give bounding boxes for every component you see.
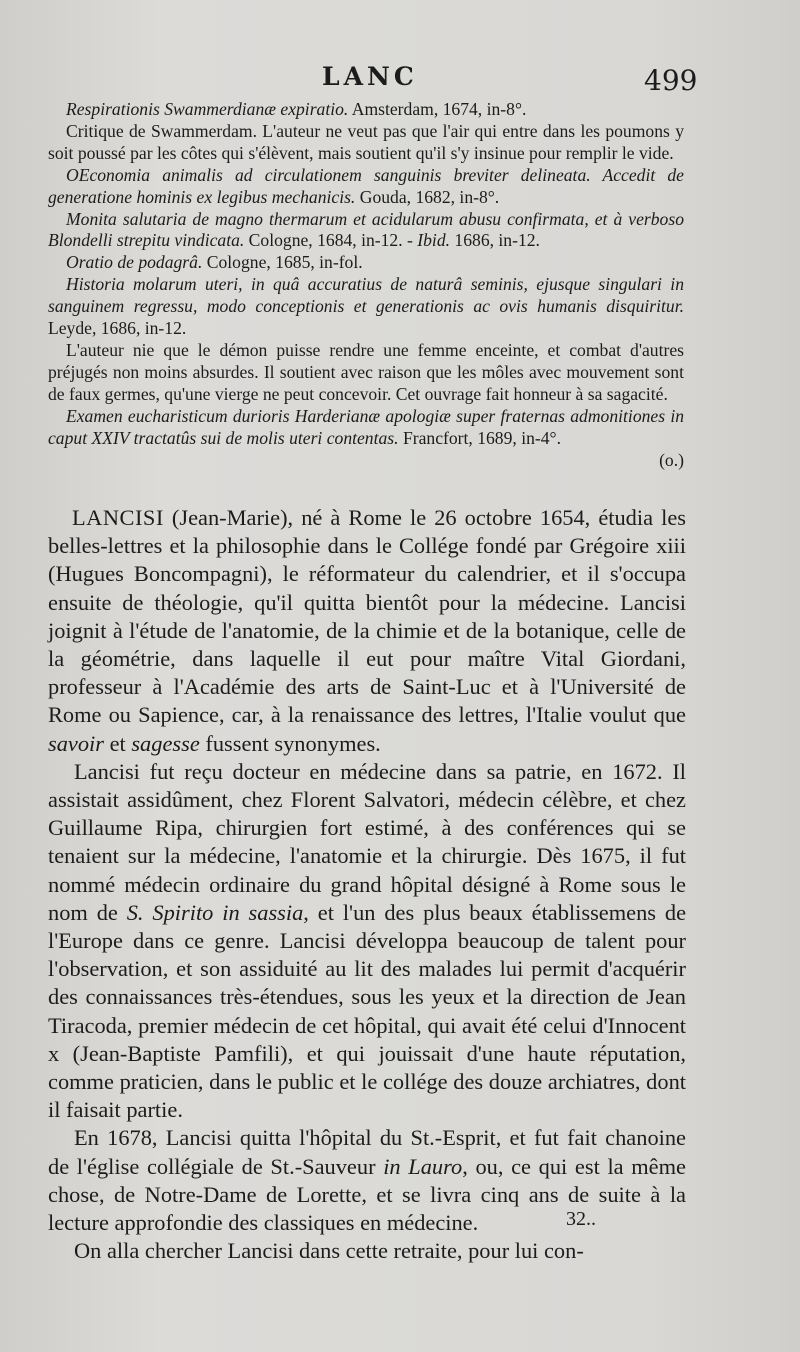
bib-note: L'auteur nie que le démon puisse rendre une femme enceinte, et combat d'autres préjugés non moins absurdes. Il soutient avec raison que les môles avec mouvement sont de faux germes, qu'une vierge ne peut concevoir. Cet ouvrage fait honneur à sa sagacité. xyxy=(48,339,684,404)
entry-headword: LANCISI xyxy=(72,505,164,530)
bib-entry: Monita salutaria de magno thermarum et acidularum abusu confirmata, et à verboso Blondelli strepitu vindicata. Cologne, 1684, in-12. - Ibid. 1686, in-12. xyxy=(48,208,684,251)
bib-entry: Oratio de podagrâ. Cologne, 1685, in-fol. xyxy=(66,252,363,273)
page-header xyxy=(0,62,800,96)
article-paragraph: En 1678, Lancisi quitta l'hôpital du St.-Esprit, et fut fait chanoine de l'église collégiale de St.-Sauveur in Lauro, ou, ce qui est la même chose, de Notre-Dame de Lorette, et se livra cinq ans de suite à la lecture approfondie des classiques en médecine. xyxy=(48,1125,686,1236)
bib-entry: Historia molarum uteri, in quâ accuratius de naturâ seminis, ejusque singulari in sanguinem regressu, modo conceptionis et generationis ac ovis humanis disquiritur. Leyde, 1686, in-12. xyxy=(48,274,684,339)
article-paragraph: LANCISI (Jean-Marie), né à Rome le 26 octobre 1654, étudia les belles-lettres et la philosophie dans le Collége fondé par Grégoire xiii (Hugues Boncompagni), le réformateur du calendrier, et il s'occupa ensuite de théologie, qu'il quitta bientôt pour la médecine. Lancisi joignit à l'étude de l'anatomie, de la chimie et de la botanique, celle de la géométrie, dans laquelle il eut pour maître Vital Giordani, professeur à l'Académie des arts de Saint-Luc et à l'Université de Rome ou Sapience, car, à la renaissance des lettres, l'Italie voulut que savoir et sagesse fussent synonymes. xyxy=(48,505,686,756)
article-paragraph: On alla chercher Lancisi dans cette retraite, pour lui con- xyxy=(74,1238,584,1264)
bib-entry: Respirationis Swammerdianæ expiratio. Amsterdam, 1674, in-8°. xyxy=(66,99,527,119)
signature-mark: 32.. xyxy=(566,1208,596,1230)
author-signature: (o.) xyxy=(659,449,684,470)
bib-note: Critique de Swammerdam. L'auteur ne veut pas que l'air qui entre dans les poumons y soit poussé par les côtes qui s'élèvent, mais soutient qu'il s'y insinue pour remplir le vide. xyxy=(48,120,684,163)
article-paragraph: Lancisi fut reçu docteur en médecine dans sa patrie, en 1672. Il assistait assidûment, chez Florent Salvatori, médecin célèbre, et chez Guillaume Ripa, chirurgien fort estimé, à des conférences qui se tenaient sur la médecine, l'anatomie et la chirurgie. Dès 1675, il fut nommé médecin ordinaire du grand hôpital désigné à Rome sous le nom de S. Spirito in sassia, et l'un des plus beaux établissemens de l'Europe dans ce genre. Lancisi développa beaucoup de talent pour l'observation, et son assiduité au lit des malades lui permit d'acquérir des connaissances très-étendues, sous les yeux et la direction de Jean Tiracoda, premier médecin de cet hôpital, qui avait été celui d'Innocent x (Jean-Baptiste Pamfili), et qui jouissait d'une haute réputation, comme praticien, dans le public et le collége des douze archiatres, dont il faisait partie. xyxy=(48,758,687,1123)
article-body xyxy=(48,504,686,1265)
running-head: LANC xyxy=(322,62,418,91)
bibliography-block xyxy=(48,99,684,471)
bib-entry: Examen eucharisticum durioris Harderianæ apologiæ super fraternas admonitiones in caput XXIV tractatûs sui de molis uteri contentas. Francfort, 1689, in-4°. xyxy=(48,405,684,448)
page-number: 499 xyxy=(644,64,698,97)
entry-forename: (Jean-Marie) xyxy=(171,505,288,530)
bib-entry: OEconomia animalis ad circulationem sanguinis breviter delineata. Accedit de generatione hominis ex legibus mechanicis. Gouda, 1682, in-8°. xyxy=(48,164,684,207)
